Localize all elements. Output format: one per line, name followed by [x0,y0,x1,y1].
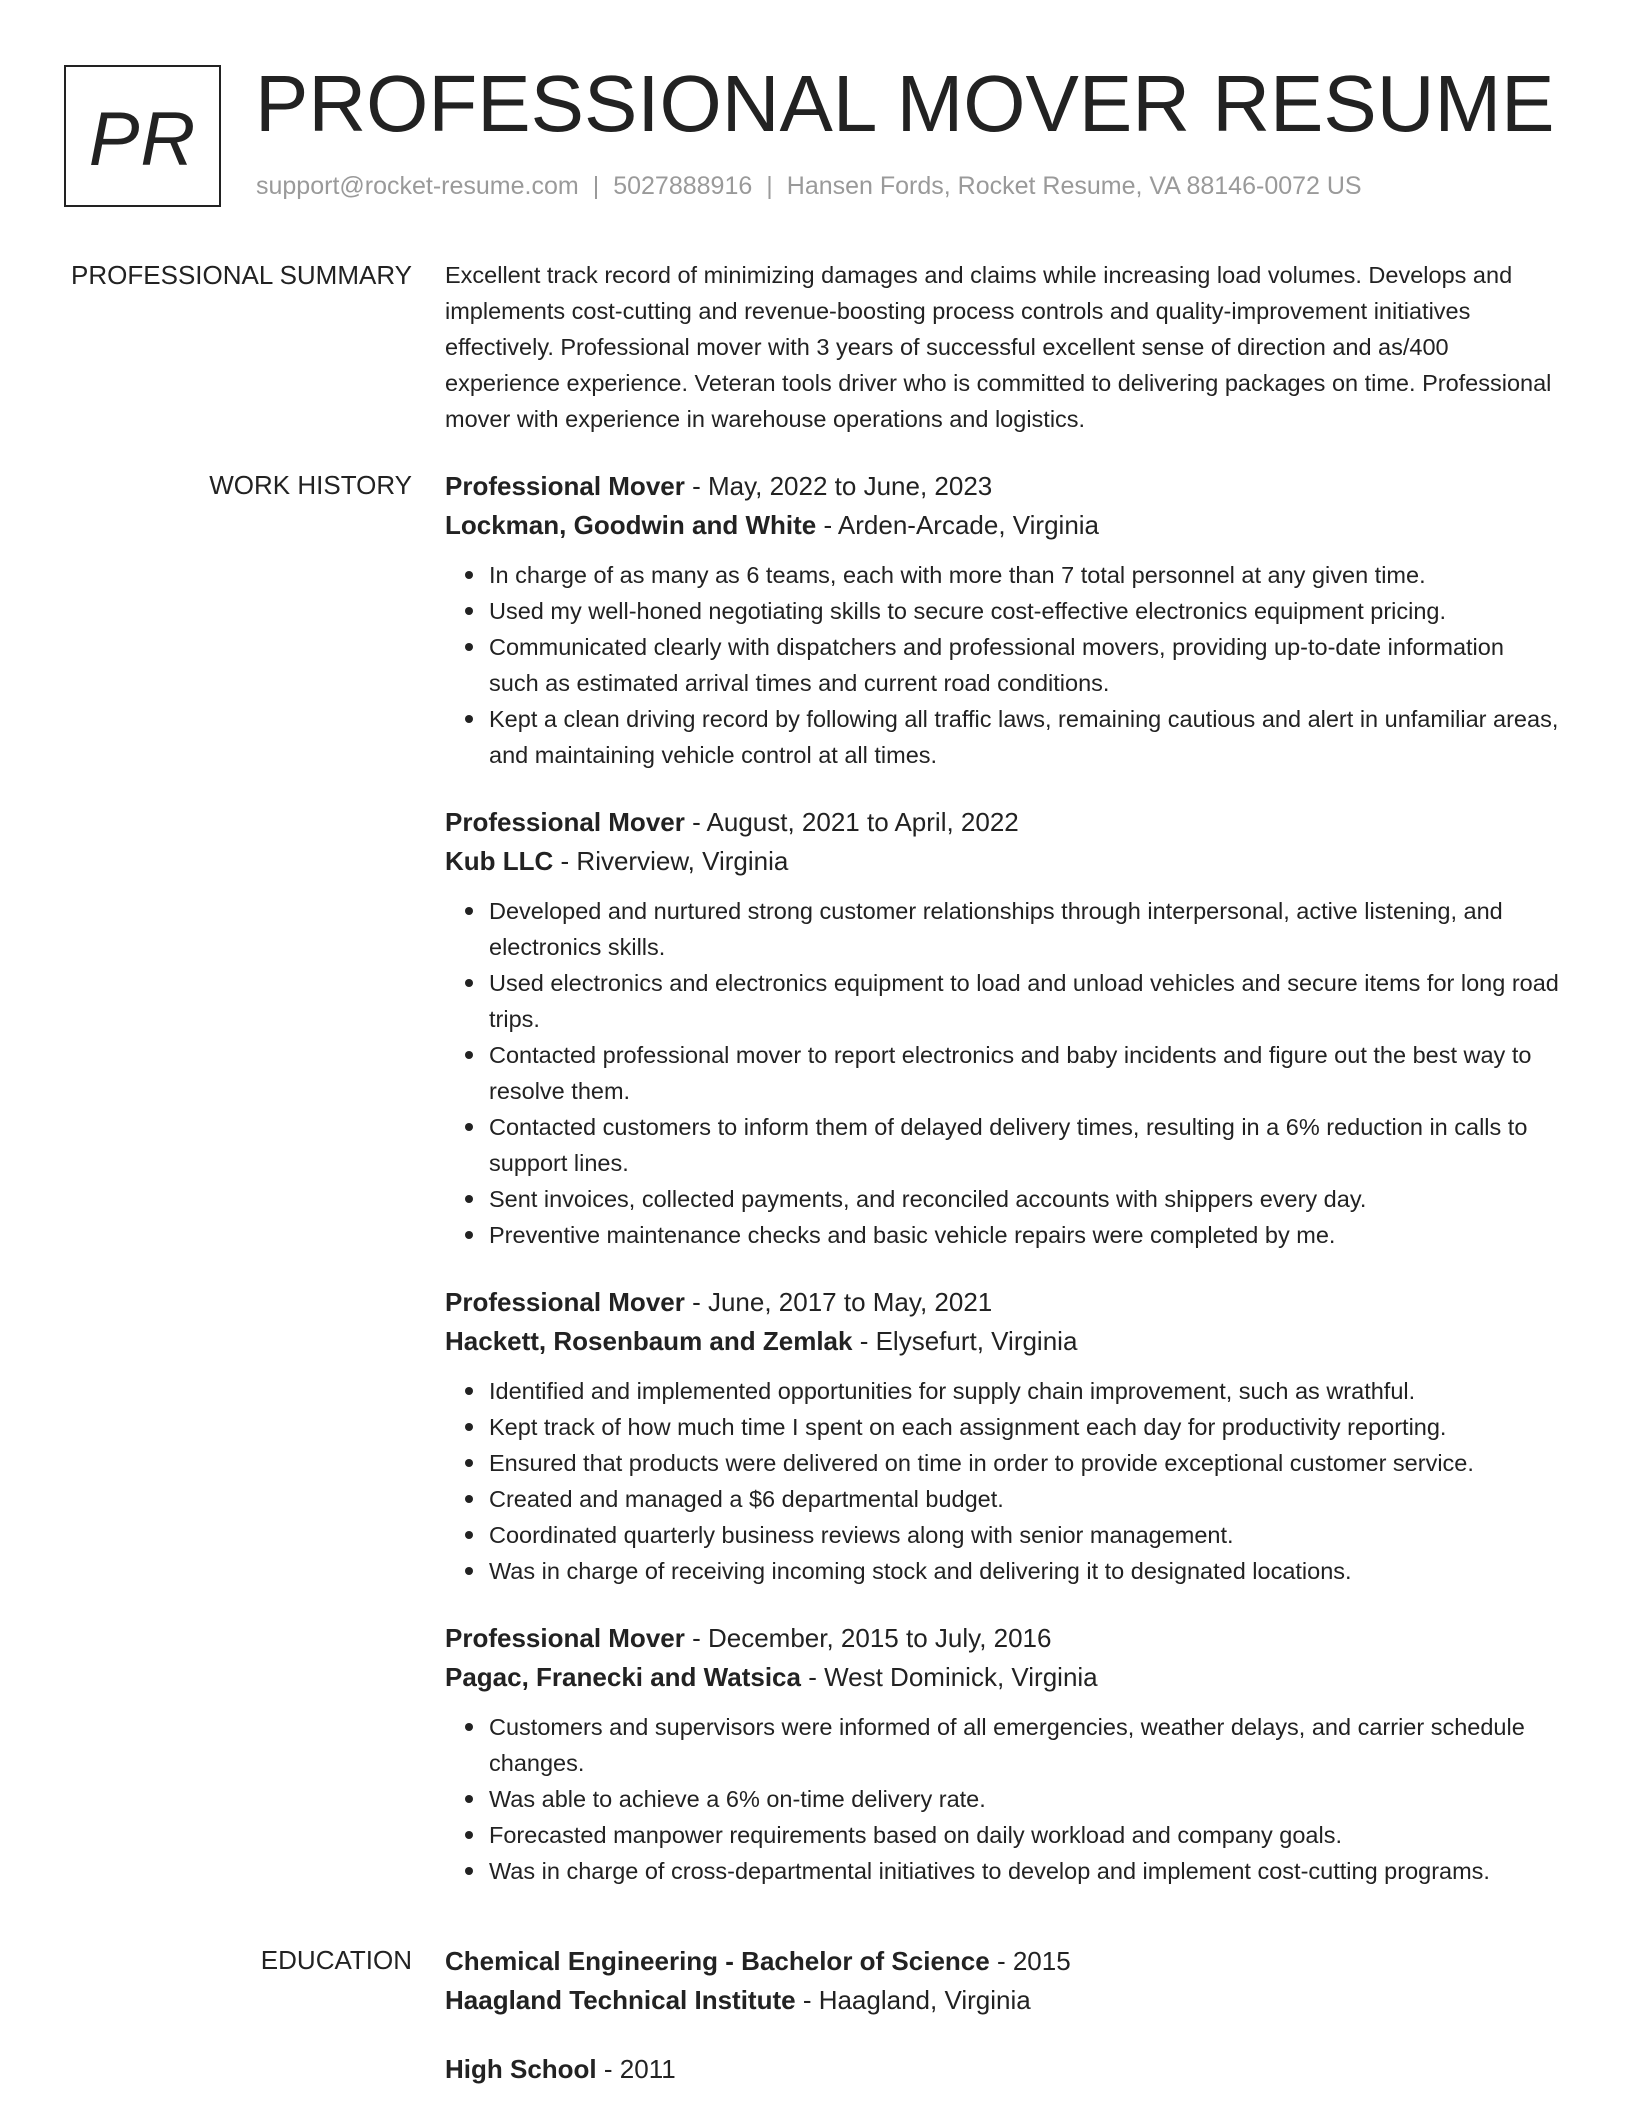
education-year: - 2015 [989,1946,1071,1976]
job-company-line [445,1658,1560,1697]
contact-separator: | [592,172,600,200]
job-company-line [445,1322,1560,1361]
job-bullet: Contacted customers to inform them of delayed delivery times, resulting in a 6% reduction in calls to support lines. [489,1109,1560,1181]
job-dates: - June, 2017 to May, 2021 [684,1287,993,1317]
education-school-line [445,1981,1560,2020]
job-bullet-list [445,893,1560,1253]
job-title-line [445,803,1560,842]
job-company: Kub LLC [445,846,554,876]
job-bullet: Forecasted manpower requirements based on daily workload and company goals. [489,1817,1560,1853]
job-bullet: Identified and implemented opportunities for supply chain improvement, such as wrathful. [489,1373,1560,1409]
work-history-heading: WORK HISTORY [209,470,412,500]
job-bullet: Coordinated quarterly business reviews along with senior management. [489,1517,1560,1553]
job-bullet: Used electronics and electronics equipment to load and unload vehicles and secure items for long road trips. [489,965,1560,1037]
summary-text: Excellent track record of minimizing damages and claims while increasing load volumes. Develops and implements cost-cutting and revenue-boosting process controls and quality-improvement initiatives effectively. Professional mover with 3 years of successful excellent sense of direction and as/400 experience experience. Veteran tools driver who is committed to delivering packages on time. Professional mover with experience in warehouse operations and logistics. [445,262,1552,432]
education-degree: Chemical Engineering - Bachelor of Science [445,1946,990,1976]
job-title-line [445,1283,1560,1322]
education-degree-line [445,2050,1560,2089]
education-degree: High School [445,2054,597,2084]
job-bullet: Communicated clearly with dispatchers and professional movers, providing up-to-date information such as estimated arrival times and current road conditions. [489,629,1560,701]
job-title: Professional Mover [445,807,685,837]
job-company: Lockman, Goodwin and White [445,510,817,540]
job-dates: - December, 2015 to July, 2016 [684,1623,1052,1653]
job-title-line [445,467,1560,506]
job-bullet-list [445,557,1560,773]
education-year: - 2011 [596,2054,676,2084]
resume-title: PROFESSIONAL MOVER RESUME [255,59,1555,148]
education-entry [445,2050,1560,2089]
job-bullet-list [445,1709,1560,1889]
job-entry [445,803,1560,1253]
education-school: Haagland Technical Institute [445,1985,796,2015]
job-title: Professional Mover [445,471,685,501]
job-location: - Arden-Arcade, Virginia [816,510,1100,540]
contact-phone: 5027888916 [613,172,753,200]
job-company-line [445,506,1560,545]
contact-address: Hansen Fords, Rocket Resume, VA 88146-0072 US [786,172,1362,200]
job-location: - Riverview, Virginia [553,846,789,876]
job-bullet: Developed and nurtured strong customer relationships through interpersonal, active listening, and electronics skills. [489,893,1560,965]
education-heading: EDUCATION [260,1945,412,1975]
job-bullet-list [445,1373,1560,1589]
job-bullet: Contacted professional mover to report electronics and baby incidents and figure out the best way to resolve them. [489,1037,1560,1109]
job-bullet: Kept track of how much time I spent on each assignment each day for productivity reporting. [489,1409,1560,1445]
job-bullet: Customers and supervisors were informed of all emergencies, weather delays, and carrier schedule changes. [489,1709,1560,1781]
monogram-initials: PR [88,96,197,182]
job-bullet: Was able to achieve a 6% on-time delivery rate. [489,1781,1560,1817]
job-title-line [445,1619,1560,1658]
contact-separator: | [766,172,773,200]
education-body [445,1942,1560,2119]
work-history-body [445,467,1560,1919]
job-bullet: Was in charge of receiving incoming stock and delivering it to designated locations. [489,1553,1560,1589]
job-entry [445,467,1560,773]
summary-heading: PROFESSIONAL SUMMARY [71,260,412,290]
job-bullet: Kept a clean driving record by following all traffic laws, remaining cautious and alert in unfamiliar areas, and maintaining vehicle control at all times. [489,701,1560,773]
education-entry [445,1942,1560,2020]
job-location: - Elysefurt, Virginia [852,1326,1078,1356]
job-dates: - May, 2022 to June, 2023 [684,471,993,501]
job-bullet: Ensured that products were delivered on time in order to provide exceptional customer service. [489,1445,1560,1481]
job-bullet: Was in charge of cross-departmental initiatives to develop and implement cost-cutting programs. [489,1853,1560,1889]
job-bullet: Preventive maintenance checks and basic vehicle repairs were completed by me. [489,1217,1560,1253]
job-title: Professional Mover [445,1287,685,1317]
education-degree-line [445,1942,1560,1981]
job-title: Professional Mover [445,1623,685,1653]
contact-email: support@rocket-resume.com [256,172,579,200]
job-entry [445,1619,1560,1889]
job-entry [445,1283,1560,1589]
job-bullet: Used my well-honed negotiating skills to secure cost-effective electronics equipment pricing. [489,593,1560,629]
job-bullet: Sent invoices, collected payments, and reconciled accounts with shippers every day. [489,1181,1560,1217]
job-company: Pagac, Franecki and Watsica [445,1662,801,1692]
job-company: Hackett, Rosenbaum and Zemlak [445,1326,853,1356]
job-dates: - August, 2021 to April, 2022 [684,807,1019,837]
monogram-box [64,65,221,207]
summary-body [445,257,1560,437]
job-bullet: Created and managed a $6 departmental budget. [489,1481,1560,1517]
job-location: - West Dominick, Virginia [800,1662,1098,1692]
education-location: - Haagland, Virginia [795,1985,1031,2015]
contact-line [256,172,1362,201]
job-bullet: In charge of as many as 6 teams, each with more than 7 total personnel at any given time. [489,557,1560,593]
job-company-line [445,842,1560,881]
